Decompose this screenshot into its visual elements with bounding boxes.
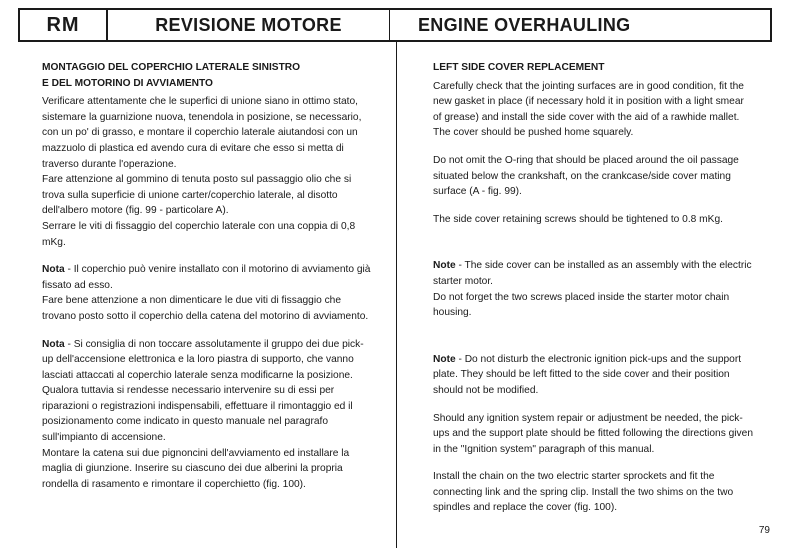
italian-note-1-label: Nota	[42, 264, 65, 276]
english-note-2-text: - Do not disturb the electronic ignition pick-ups and the support plate. They should be left fitted to the side cover and their position should not be modified.	[433, 353, 742, 396]
english-paragraph-5: Should any ignition system repair or adjustment be needed, the pick-ups and the support plate should be fitted following the directions given in the "Ignition system" paragraph of this manual.	[433, 412, 753, 455]
english-paragraph-1: Carefully check that the jointing surfaces are in good condition, fit the new gasket in place (if necessary hold it in position with a light smear of grease) and install the side cover with the aid of a rawhide mallet. The cover should be pushed home squarely.	[433, 80, 744, 139]
english-note-1-label: Note	[433, 260, 456, 272]
english-paragraph-6: Install the chain on the two electric starter sprockets and fit the connecting link and the spring clip. Install the two shims on the two spindles and replace the cover (fig. 100).	[433, 471, 734, 514]
english-paragraph-3: The side cover retaining screws should be tightened to 0.8 mKg.	[433, 213, 723, 225]
english-paragraph-4: Do not forget the two screws placed inside the starter motor chain housing.	[433, 291, 730, 319]
english-note-1	[433, 258, 753, 289]
italian-paragraph-6: Montare la catena sui due pignoncini dell'avviamento ed installare la maglia di giunzione. Inserire su ciascuno dei due alberini la propria rondella di rasamento e rimontare il coperchietto (fig. 100).	[42, 447, 350, 490]
italian-paragraph-4: Fare bene attenzione a non dimenticare le due viti di fissaggio che trovano posto sotto il coperchio della catena del motorino di avviamento.	[42, 295, 369, 322]
italian-note-2-label: Nota	[42, 338, 65, 350]
italian-paragraph-2: Fare attenzione al gommino di tenuta posto sul passaggio olio che si trova sulla superficie di unione carter/coperchio laterale, al disotto dell'albero motore (fig. 99 - particolare A).	[42, 174, 352, 217]
italian-heading-line2: E DEL MOTORINO DI AVVIAMENTO	[42, 77, 213, 89]
italian-title: REVISIONE MOTORE	[108, 10, 390, 40]
italian-note-2-text: - Si consiglia di non toccare assolutamente il gruppo dei due pick-up dell'accensione elettronica e la loro piastra di supporto, che vanno lasciati attaccati al coperchio laterale senza modificarne la posizione.	[42, 338, 364, 381]
page-header	[18, 8, 772, 42]
english-heading: LEFT SIDE COVER REPLACEMENT	[433, 62, 605, 73]
english-title: ENGINE OVERHAULING	[418, 14, 631, 35]
italian-paragraph-1: Verificare attentamente che le superfici di unione siano in ottimo stato, sistemare la guarnizione nuova, tenendola in posizione, se necessario, con un po' di grasso, e montare il coperchio laterale aiutandosi con un mazzuolo di plastica ed avendo cura di evitare che esso si metta di traverso durante l'operazione.	[42, 96, 362, 170]
italian-column	[42, 52, 372, 492]
italian-note-1	[42, 262, 372, 293]
page-number: 79	[758, 525, 770, 536]
italian-paragraph-5: Qualora tuttavia si rendesse necessario intervenire su di essi per riparazioni o registrazioni indispensabili, effettuare il rimontaggio ed il posizionamento come indicato in questo manuale nel paragrafo sull'impianto di accensione.	[42, 385, 353, 444]
english-note-1-text: - The side cover can be installed as an assembly with the electric starter motor.	[433, 260, 752, 287]
italian-paragraph-3: Serrare le viti di fissaggio del coperchio laterale con una coppia di 0,8 mKg.	[42, 220, 356, 248]
italian-heading	[42, 60, 372, 91]
italian-note-1-text: - Il coperchio può venire installato con il motorino di avviamento già fissato ad esso.	[42, 264, 371, 291]
english-note-2	[433, 352, 753, 399]
italian-note-2	[42, 337, 372, 384]
italian-heading-line1: MONTAGGIO DEL COPERCHIO LATERALE SINISTRO	[42, 62, 301, 73]
english-column	[433, 52, 753, 516]
english-paragraph-2: Do not omit the O-ring that should be placed around the oil passage situated below the crankshaft, on the crankcase/side cover mating surface (A - fig. 99).	[433, 154, 739, 198]
english-note-2-label: Note	[433, 353, 456, 365]
column-divider	[396, 42, 397, 548]
section-code: RM	[20, 10, 108, 40]
